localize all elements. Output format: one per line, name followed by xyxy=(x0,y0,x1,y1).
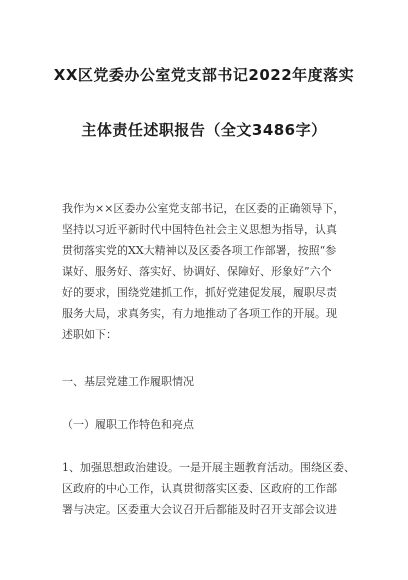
document-title-line-1: XX区党委办公室党支部书记2022年度落实 xyxy=(53,66,355,84)
paragraph-line: 好的要求，围绕党建抓工作，抓好党建促发展，履职尽责 xyxy=(62,286,337,299)
intro-paragraph xyxy=(62,198,362,345)
paragraph-line: 署与决定。区委重大会议召开后都能及时召开支部会议进 xyxy=(62,503,337,516)
paragraph-line: 1、加强思想政治建设。一是开展主题教育活动。围绕区委、 xyxy=(62,461,355,474)
paragraph-line: 述职如下： xyxy=(62,328,117,341)
paragraph-line: 区政府的中心工作，认真贯彻落实区委、区政府的工作部 xyxy=(62,482,337,495)
document-title-line-2: 主体责任述职报告（全文3486字） xyxy=(81,121,327,139)
paragraph-line: 服务大局，求真务实，有力地推动了各项工作的开展。现 xyxy=(62,307,337,320)
paragraph-line: 贯彻落实党的XX大精神以及区委各项工作部署，按照“参 xyxy=(62,244,337,257)
section-heading: 一、基层党建工作履职情况 xyxy=(62,375,194,388)
point-paragraph xyxy=(62,457,362,520)
subsection-heading: （一）履职工作特色和亮点 xyxy=(62,418,194,431)
paragraph-line: 我作为××区委办公室党支部书记，在区委的正确领导下， xyxy=(62,202,345,215)
paragraph-line: 谋好、服务好、落实好、协调好、保障好、形象好”六个 xyxy=(62,265,332,278)
paragraph-line: 坚持以习近平新时代中国特色社会主义思想为指导，认真 xyxy=(62,223,337,236)
